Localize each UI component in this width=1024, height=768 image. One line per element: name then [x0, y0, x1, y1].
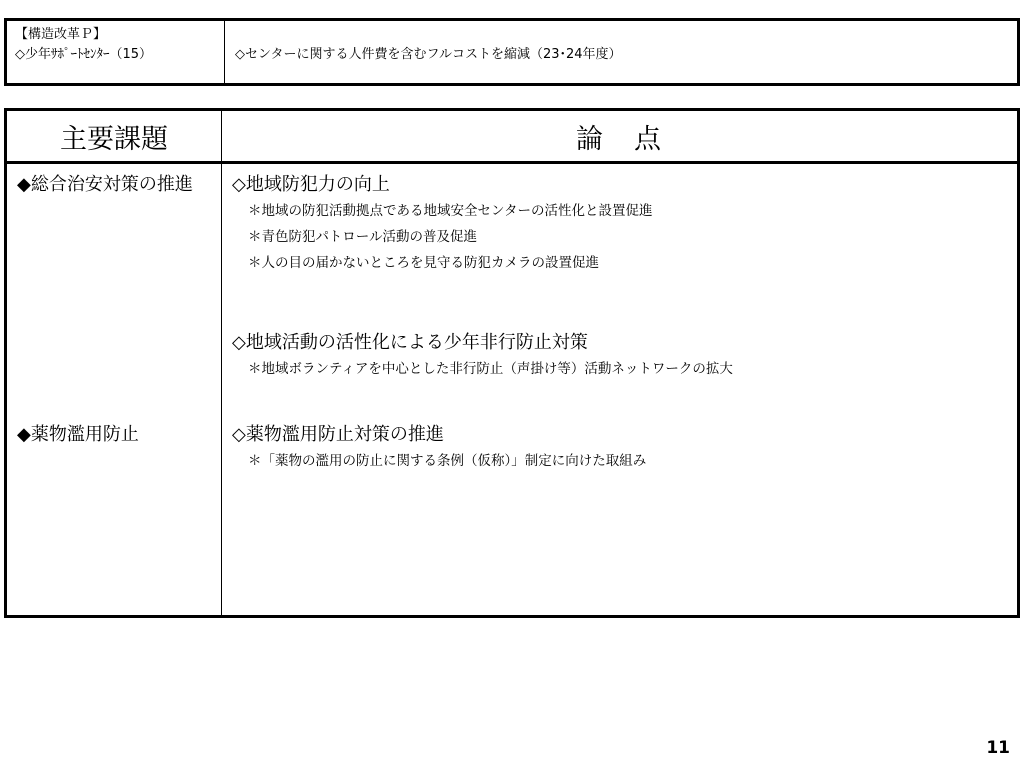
point-group [232, 172, 1007, 276]
summary-description: ◇センターに関する人件費を含むフルコストを縮減（23･24年度） [235, 46, 622, 62]
summary-label-cell [7, 21, 225, 83]
summary-label-line1: 【構造改革Ｐ】 [15, 27, 107, 42]
point-item: ＊人の目の届かないところを見守る防犯カメラの設置促進 [248, 255, 599, 271]
summary-label-line2: ◇少年ｻﾎﾟｰﾄｾﾝﾀｰ（15） [15, 47, 153, 62]
summary-description-cell [225, 21, 1017, 83]
point-group [232, 422, 1007, 474]
issue-item: ◆総合治安対策の推進 [17, 174, 193, 195]
point-title: ◇地域防犯力の向上 [232, 174, 390, 195]
page-number: 11 [986, 738, 1010, 758]
table-header-row [7, 111, 1017, 164]
header-main-issues: 主要課題 [7, 111, 222, 161]
point-title: ◇地域活動の活性化による少年非行防止対策 [232, 332, 588, 353]
summary-box [4, 18, 1020, 86]
points-column [222, 164, 1017, 618]
point-item: ＊地域ボランティアを中心とした非行防止（声掛け等）活動ネットワークの拡大 [248, 361, 733, 377]
issue-item: ◆薬物濫用防止 [17, 424, 139, 445]
point-group [232, 330, 1007, 382]
issues-table [4, 108, 1020, 618]
issues-column [7, 164, 222, 618]
point-item: ＊青色防犯パトロール活動の普及促進 [248, 229, 477, 245]
point-item: ＊地域の防犯活動拠点である地域安全センターの活性化と設置促進 [248, 203, 653, 219]
table-body-row [7, 164, 1017, 618]
header-points: 論 点 [576, 123, 663, 155]
point-title: ◇薬物濫用防止対策の推進 [232, 424, 444, 445]
point-item: ＊「薬物の濫用の防止に関する条例（仮称）」制定に向けた取組み [248, 453, 647, 469]
